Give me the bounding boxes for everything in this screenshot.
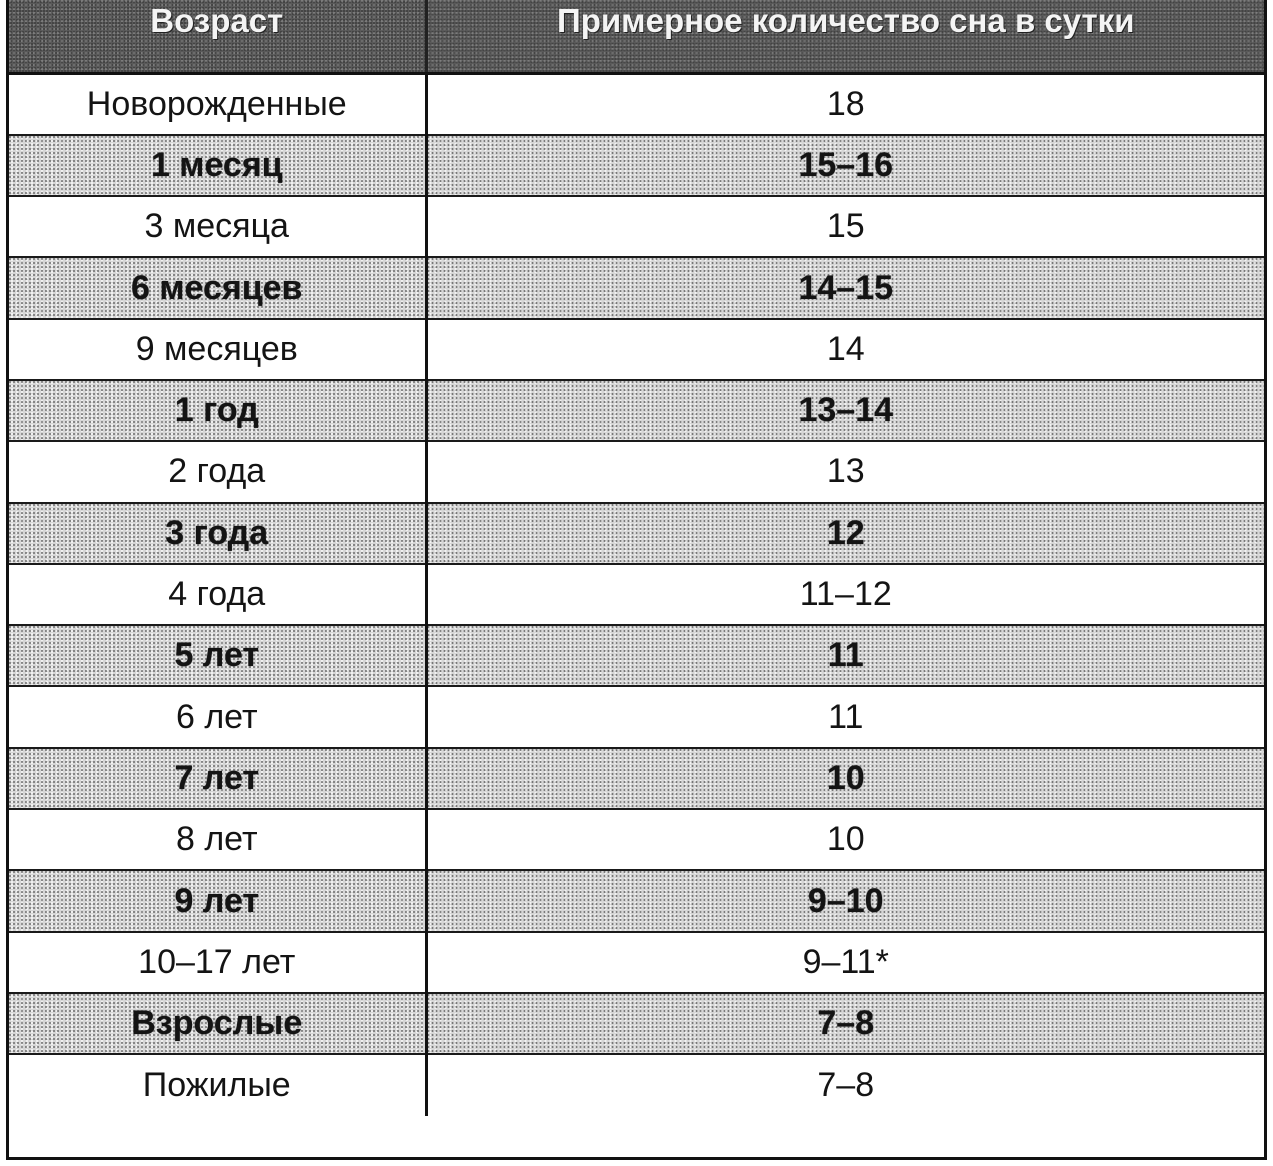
table-row (9, 135, 1264, 196)
age-cell: 1 месяц (9, 135, 426, 196)
age-cell: 4 года (9, 564, 426, 625)
age-cell: 1 год (9, 380, 426, 441)
table-row (9, 319, 1264, 380)
table-row (9, 748, 1264, 809)
table-header (9, 0, 1264, 74)
table-row (9, 74, 1264, 135)
age-cell: 2 года (9, 441, 426, 502)
age-cell: 9 лет (9, 870, 426, 931)
age-cell: 8 лет (9, 809, 426, 870)
header-row (9, 0, 1264, 74)
sleep-hours-cell: 15–16 (426, 135, 1264, 196)
table-body (9, 74, 1264, 1116)
sleep-table-frame (6, 0, 1267, 1160)
sleep-hours-cell: 13–14 (426, 380, 1264, 441)
age-cell: Новорожденные (9, 74, 426, 135)
table-row (9, 380, 1264, 441)
sleep-hours-cell: 9–10 (426, 870, 1264, 931)
sleep-hours-cell: 7–8 (426, 993, 1264, 1054)
age-cell: 6 месяцев (9, 257, 426, 318)
age-cell: Пожилые (9, 1054, 426, 1115)
table-row (9, 870, 1264, 931)
table-row (9, 196, 1264, 257)
table-row (9, 686, 1264, 747)
table-row (9, 257, 1264, 318)
age-cell: 7 лет (9, 748, 426, 809)
table-row (9, 809, 1264, 870)
sleep-hours-cell: 9–11* (426, 932, 1264, 993)
age-cell: 3 года (9, 503, 426, 564)
sleep-hours-cell: 13 (426, 441, 1264, 502)
column-header-sleep: Примерное количество сна в сутки (426, 0, 1264, 74)
age-cell: 5 лет (9, 625, 426, 686)
age-cell: 10–17 лет (9, 932, 426, 993)
sleep-hours-cell: 12 (426, 503, 1264, 564)
sleep-hours-cell: 10 (426, 748, 1264, 809)
sleep-hours-cell: 14–15 (426, 257, 1264, 318)
age-cell: 6 лет (9, 686, 426, 747)
age-cell: 3 месяца (9, 196, 426, 257)
table-row (9, 564, 1264, 625)
sleep-table (9, 0, 1264, 1116)
table-row (9, 1054, 1264, 1115)
age-cell: 9 месяцев (9, 319, 426, 380)
table-row (9, 503, 1264, 564)
sleep-hours-cell: 18 (426, 74, 1264, 135)
sleep-hours-cell: 11–12 (426, 564, 1264, 625)
table-row (9, 993, 1264, 1054)
sleep-hours-cell: 14 (426, 319, 1264, 380)
sleep-hours-cell: 7–8 (426, 1054, 1264, 1115)
table-row (9, 932, 1264, 993)
sleep-hours-cell: 15 (426, 196, 1264, 257)
column-header-age: Возраст (9, 0, 426, 74)
sleep-hours-cell: 11 (426, 625, 1264, 686)
table-row (9, 625, 1264, 686)
age-cell: Взрослые (9, 993, 426, 1054)
table-row (9, 441, 1264, 502)
sleep-hours-cell: 10 (426, 809, 1264, 870)
sleep-hours-cell: 11 (426, 686, 1264, 747)
